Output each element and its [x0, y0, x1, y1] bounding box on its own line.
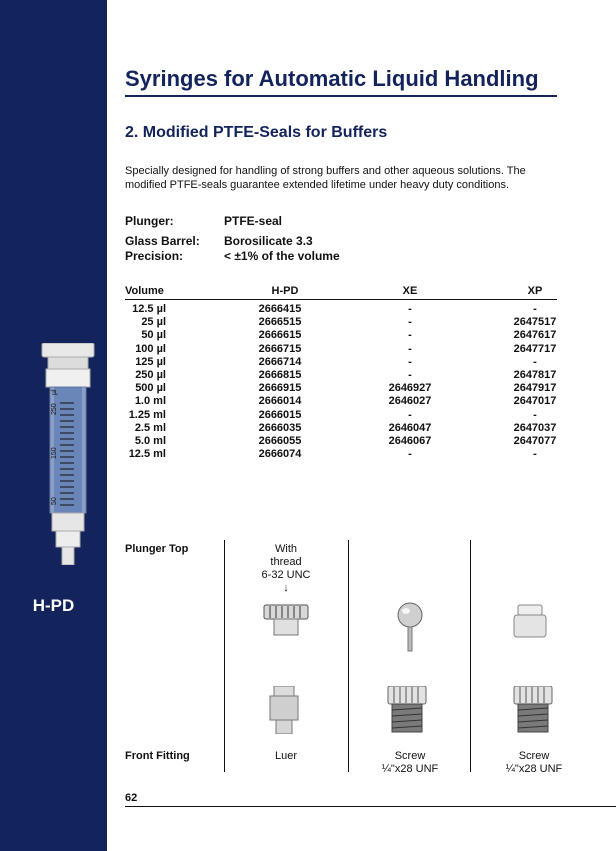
front-fitting-hpd: Luer	[274, 750, 298, 762]
plunger-top-label: Plunger Top	[125, 543, 189, 555]
cell-volume: 1.25 ml	[128, 408, 166, 421]
cell-volume: 5.0 ml	[134, 435, 166, 447]
caption-line: thread	[270, 556, 302, 568]
cell-hpd: 2666415	[258, 303, 302, 315]
spec-value: < ±1% of the volume	[224, 249, 340, 263]
footer-rule	[125, 806, 616, 807]
cell-volume: 100 µl	[135, 342, 166, 355]
cell-xp: 2647037	[513, 421, 557, 434]
cell-xe: 2646027	[388, 395, 432, 408]
cell-volume: 125 µl	[135, 355, 166, 368]
cell-volume: 2.5 ml	[134, 421, 166, 434]
cell-xp: -	[533, 408, 537, 421]
cell-xp: 2647517	[513, 316, 557, 329]
col-header-xe: XE	[402, 285, 418, 297]
cell-hpd: 2666035	[258, 421, 302, 434]
plastic-plunger-top-image	[512, 603, 548, 639]
spec-value: Borosilicate 3.3	[224, 234, 313, 248]
cell-xp: 2647017	[513, 395, 557, 408]
cell-xp: 2647917	[513, 382, 557, 395]
caption-line: 6-32 UNC	[261, 569, 311, 581]
cell-volume: 1.0 ml	[134, 395, 166, 408]
cell-xp: -	[533, 303, 537, 315]
cell-volume: 12.5 ml	[128, 448, 166, 461]
spec-value: PTFE-seal	[224, 214, 283, 228]
page-title: Syringes for Automatic Liquid Handling	[125, 66, 539, 91]
spec-label: Precision:	[125, 249, 184, 263]
cell-xe: -	[408, 303, 412, 315]
cell-volume: 250 µl	[135, 369, 166, 381]
table-header-rule	[125, 299, 557, 300]
screw-fitting-image-xp	[510, 686, 556, 734]
cell-volume: 50 µl	[141, 329, 166, 342]
cell-xp: 2647817	[513, 369, 557, 381]
cell-hpd: 2666915	[258, 382, 302, 395]
front-fitting-xe	[360, 750, 460, 776]
threaded-plunger-top-image	[262, 603, 310, 637]
cell-hpd: 2666055	[258, 435, 302, 447]
spec-label: Glass Barrel:	[125, 234, 200, 248]
col-header-hpd: H-PD	[271, 285, 299, 297]
cell-hpd: 2666014	[258, 395, 302, 408]
cell-xp: -	[533, 448, 537, 461]
cell-volume: 25 µl	[141, 316, 166, 329]
column-divider	[470, 540, 471, 772]
cell-xe: -	[408, 342, 412, 355]
scale-unit: µl	[51, 389, 58, 395]
front-fitting-label: Front Fitting	[125, 750, 190, 762]
cell-xp: -	[533, 355, 537, 368]
scale-250: 250	[51, 403, 58, 415]
syringe-image	[38, 343, 100, 565]
scale-50: 50	[51, 497, 58, 505]
front-fitting-xp	[484, 750, 584, 776]
intro-paragraph: Specially designed for handling of strong buffers and other aqueous solutions. The modified PTFE-seals guarantee extended lifetime under heavy duty conditions.	[125, 165, 526, 191]
screw-fitting-image-xe	[384, 686, 430, 734]
cell-xe: -	[408, 408, 412, 421]
caption-line: ¼"x28 UNF	[505, 763, 563, 775]
cell-xp: 2647717	[513, 342, 557, 355]
col-header-volume: Volume	[125, 285, 164, 297]
cell-volume: 12.5 µl	[132, 303, 166, 315]
cell-xe: -	[408, 448, 412, 461]
column-divider	[224, 540, 225, 772]
scale-150: 150	[51, 447, 58, 459]
cell-xe: -	[408, 329, 412, 342]
luer-fitting-image	[266, 686, 302, 734]
cell-xe: -	[408, 355, 412, 368]
caption-line: Screw	[394, 750, 426, 762]
cell-xp: 2647077	[513, 435, 557, 447]
cell-xe: -	[408, 316, 412, 329]
side-label: H-PD	[32, 596, 75, 615]
arrow-down-icon: ↓	[283, 582, 289, 594]
section-title: 2. Modified PTFE-Seals for Buffers	[125, 124, 388, 141]
title-divider	[125, 95, 557, 97]
ball-plunger-top-image	[395, 602, 425, 652]
cell-xe: 2646927	[388, 382, 432, 395]
caption-line: Screw	[518, 750, 550, 762]
cell-volume: 500 µl	[135, 382, 166, 395]
caption-line: With	[275, 543, 297, 555]
cell-xe: -	[408, 369, 412, 381]
cell-hpd: 2666615	[258, 329, 302, 342]
col-header-xp: XP	[527, 285, 543, 297]
cell-xp: 2647617	[513, 329, 557, 342]
cell-xe: 2646047	[388, 421, 432, 434]
column-divider	[348, 540, 349, 772]
cell-hpd: 2666715	[258, 342, 302, 355]
plunger-top-caption-hpd	[236, 543, 336, 595]
cell-xe: 2646067	[388, 435, 432, 447]
cell-hpd: 2666815	[258, 369, 302, 381]
caption-line: ¼"x28 UNF	[381, 763, 439, 775]
cell-hpd: 2666015	[258, 408, 302, 421]
cell-hpd: 2666515	[258, 316, 302, 329]
cell-hpd: 2666074	[258, 448, 302, 461]
page-number: 62	[125, 792, 138, 804]
cell-hpd: 2666714	[258, 355, 302, 368]
spec-label: Plunger:	[125, 214, 174, 228]
